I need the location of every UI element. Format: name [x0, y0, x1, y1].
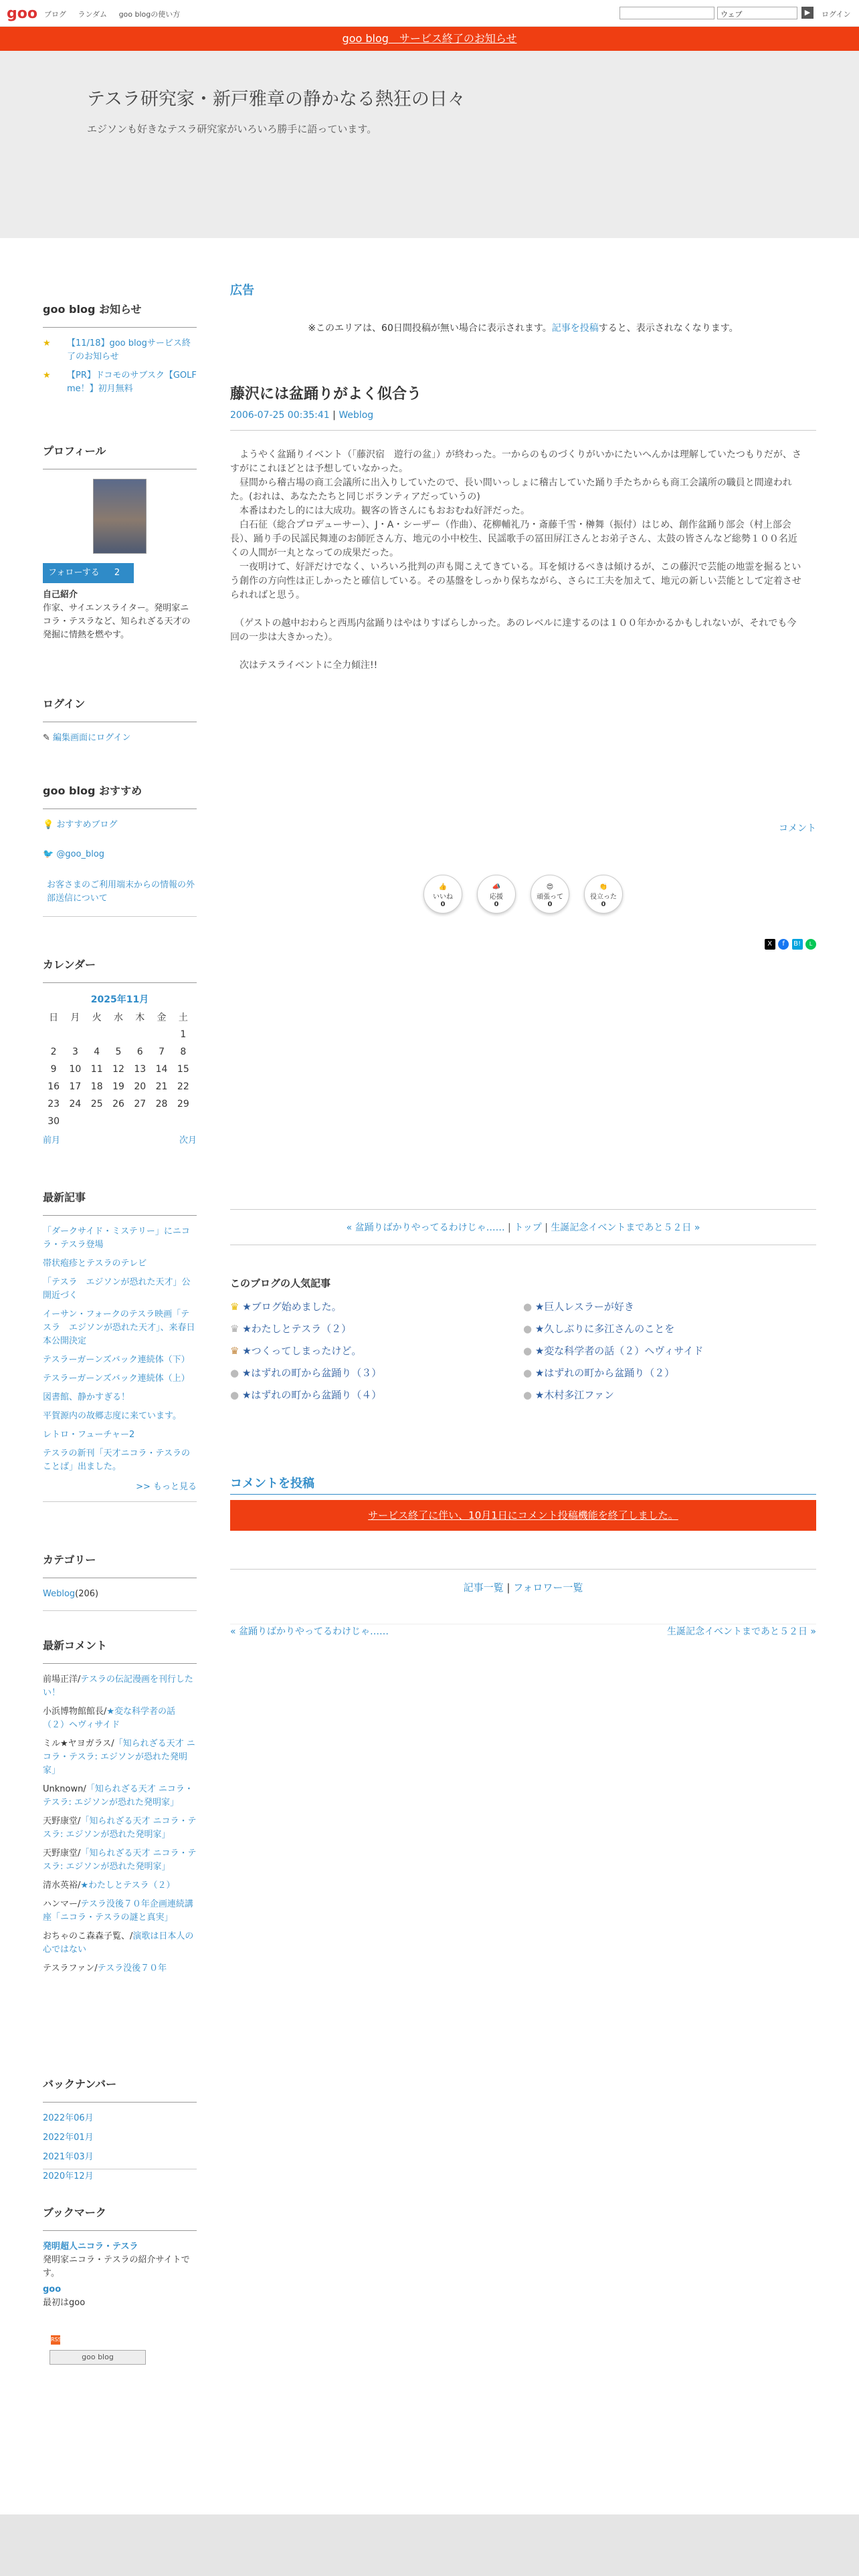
calendar-day: 21 [155, 1081, 168, 1092]
popular-link[interactable]: ★つくってしまったけど。 [242, 1345, 362, 1357]
recent-comment [43, 1930, 197, 1957]
calendar-day: 18 [90, 1081, 103, 1092]
bookmark-link[interactable]: 発明超人ニコラ・テスラ [43, 2242, 138, 2252]
comment-article-link[interactable]: 「知られざる天才 ニコラ・テスラ: エジソンが恐れた発明家」 [43, 1784, 193, 1808]
article-list-link[interactable]: 記事一覧 [463, 1582, 504, 1594]
recent-article-link[interactable]: 図書館、静かすぎる！ [43, 1392, 130, 1402]
bookmark-link[interactable]: goo [43, 2284, 62, 2294]
calendar-day [129, 1026, 151, 1043]
popular-item[interactable] [230, 1344, 523, 1366]
crown-icon: ♛ [230, 1323, 243, 1335]
popular-item[interactable] [230, 1299, 523, 1321]
bottom-prev-link[interactable]: « 盆踊りばかりやってるわけじゃ…… [230, 1626, 389, 1637]
article-paragraph: （ゲストの越中おわらと西馬内盆踊りはやはりすばらしかった。あのレベルに達するのは１００年かかるかもしれないが、それでも今回の一歩は大きかった）。 [230, 618, 797, 643]
calendar-day: 4 [94, 1047, 100, 1057]
comment-article-link[interactable]: ★変な科学者の話（２）ヘヴィサイド [43, 1707, 176, 1730]
popular-link[interactable]: ★ブログ始めました。 [242, 1301, 342, 1313]
recent-article-link[interactable]: テスラの新刊「天才ニコラ・テスラのことば」出ました。 [43, 1448, 190, 1472]
search-icon: ▶ [804, 8, 811, 17]
calendar-weekday: 日 [49, 1012, 59, 1023]
calendar-day [151, 1026, 172, 1043]
article-date[interactable]: 2006-07-25 00:35:41 [230, 410, 330, 421]
comment-closed-banner[interactable]: サービス終了に伴い、10月1日にコメント投稿機能を終了しました。 [230, 1500, 816, 1531]
backnumber-link[interactable]: 2022年01月 [43, 2133, 94, 2143]
comment-author: 小浜博物館館長/ [43, 1707, 107, 1717]
profile-heading: プロフィール [43, 443, 197, 469]
recent-comment [43, 1737, 197, 1778]
comment-author: 天野康堂/ [43, 1848, 81, 1858]
calendar-day: 3 [72, 1047, 78, 1057]
recent-article-link[interactable]: 「テスラ エジソンが恐れた天才」公開近づく [43, 1277, 191, 1301]
notice-link[interactable]: 【11/18】goo blogサービス終了のお知らせ [67, 338, 191, 362]
rank-icon: ● [523, 1389, 535, 1401]
calendar-day: 29 [177, 1099, 189, 1109]
recent-article-link[interactable]: 平賀源内の故郷志度に来ています。 [43, 1411, 181, 1421]
calendar-day: 11 [90, 1064, 103, 1075]
calendar-weekday: 火 [92, 1012, 102, 1023]
calendar-day [129, 1113, 151, 1130]
star-icon: ★ [43, 370, 51, 381]
category-count: (206) [75, 1589, 99, 1599]
login-link[interactable]: ログイン [822, 10, 851, 19]
service-end-banner [0, 27, 859, 51]
follow-label: フォローする [48, 568, 100, 578]
recent-article-link[interactable]: レトロ・フューチャー2 [43, 1430, 135, 1440]
calendar-day: 7 [159, 1047, 165, 1057]
blog-header [0, 51, 859, 238]
recent-comment [43, 1705, 197, 1732]
sidebar-profile [43, 443, 197, 642]
calendar-day: 27 [134, 1099, 147, 1109]
reaction-count: 0 [440, 901, 446, 908]
calendar-day: 17 [69, 1081, 82, 1092]
comment-article-link[interactable]: 「知られざる天才 ニコラ・テスラ: エジソンが恐れた発明家」 [43, 1739, 195, 1776]
calendar-day [151, 1113, 172, 1130]
nav-random[interactable]: ランダム [78, 10, 108, 19]
calendar-day: 26 [112, 1099, 124, 1109]
recent-article-link[interactable]: 「ダークサイド・ミステリー」にニコラ・テスラ登場 [43, 1226, 190, 1250]
goo-blog-badge[interactable]: goo blog [50, 2350, 146, 2365]
line-share-icon[interactable]: L [805, 939, 816, 950]
megaphone-icon: 📣 [492, 883, 501, 891]
reaction-cheer[interactable] [477, 875, 516, 914]
category-item[interactable] [43, 1588, 197, 1611]
backnumber-link[interactable]: 2022年06月 [43, 2113, 94, 2123]
reaction-label: 頑張って [537, 893, 563, 901]
notice-item[interactable] [43, 369, 197, 396]
backnumber-heading: バックナンバー [43, 2076, 197, 2103]
twitter-icon: 🐦 [43, 849, 54, 859]
calendar-day [86, 1113, 108, 1130]
reaction-label: 役立った [590, 893, 617, 901]
sidebar-recent [43, 1189, 197, 1502]
backnumber-list [43, 2112, 197, 2181]
profile-name: 自己紹介 [43, 590, 78, 600]
calendar-day: 28 [155, 1099, 168, 1109]
sidebar-recommend [43, 782, 197, 917]
popular-link[interactable]: ★わたしとテスラ（２） [242, 1323, 352, 1335]
reaction-count: 0 [494, 901, 499, 908]
service-end-link[interactable]: goo blog サービス終了のお知らせ [342, 32, 517, 45]
popular-item[interactable] [523, 1366, 816, 1388]
popular-link[interactable]: ★木村多江ファン [535, 1389, 615, 1401]
popular-link[interactable]: ★はずれの町から盆踊り（２） [535, 1367, 675, 1379]
comment-article-link[interactable]: テスラの伝記漫画を刊行したい！ [43, 1675, 193, 1698]
bookmark-desc: 最初はgoo [43, 2298, 86, 2308]
sidebar-comments [43, 1637, 197, 1981]
recommend-heading: goo blog おすすめ [43, 782, 197, 809]
blog-description: エジソンも好きなテスラ研究家がいろいろ勝手に語っています。 [87, 123, 377, 135]
nav-blog[interactable]: ブログ [44, 10, 66, 19]
recommend-link[interactable]: @goo_blog [56, 849, 105, 859]
calendar-day: 12 [112, 1064, 124, 1075]
calendar-day: 20 [134, 1081, 147, 1092]
calendar-day: 30 [47, 1116, 60, 1127]
calendar-day: 16 [47, 1081, 60, 1092]
recent-comment [43, 1783, 197, 1810]
popular-link[interactable]: ★変な科学者の話（２）ヘヴィサイド [535, 1345, 704, 1357]
hatena-share-icon[interactable]: B! [792, 939, 803, 950]
comment-author: ミル★ヤヨガラス/ [43, 1739, 114, 1749]
article-paragraph: ようやく盆踊りイベント（「藤沢宿 遊行の盆」）が終わった。一からのものづくりがいかにたいへんかは理解していたつもりだが、さすがにこれほどとは予想していなかった。 [230, 449, 801, 474]
comment-post-heading: コメントを投稿 [230, 1474, 816, 1495]
sidebar-notices [43, 301, 197, 396]
article-meta [230, 410, 816, 431]
comment-author: 清水英裕/ [43, 1881, 81, 1891]
external-info-link[interactable]: お客さまのご利用端末からの情報の外部送信について [47, 880, 195, 903]
category-heading: カテゴリー [43, 1551, 197, 1578]
comment-article-link[interactable]: 「知られざる天才 ニコラ・テスラ: エジソンが恐れた発明家」 [43, 1848, 197, 1872]
backnumber-link[interactable]: 2021年03月 [43, 2152, 94, 2162]
rank-icon: ● [230, 1389, 242, 1401]
recent-article-link[interactable]: テスラーガーンズバック連続体（上） [43, 1374, 190, 1384]
comment-link-area [230, 821, 816, 835]
crown-icon: ♛ [230, 1345, 243, 1357]
global-topbar [0, 0, 859, 27]
rank-icon: ● [523, 1301, 535, 1313]
post-article-link[interactable]: 記事を投稿 [551, 323, 599, 334]
calendar-heading: カレンダー [43, 956, 197, 983]
recent-article-link[interactable]: 帯状疱疹とテスラのテレビ [43, 1259, 147, 1269]
rank-icon: ● [230, 1367, 242, 1379]
calendar-day: 1 [180, 1029, 187, 1040]
comment-article-link[interactable]: ★わたしとテスラ（２） [80, 1881, 175, 1891]
follow-button[interactable] [43, 563, 134, 583]
popular-item[interactable] [523, 1344, 816, 1366]
sidebar-backnumber [43, 2076, 197, 2181]
calendar-day [64, 1113, 86, 1130]
calendar-day [43, 1026, 64, 1043]
recommend-item[interactable] [43, 848, 197, 861]
avatar [93, 479, 147, 554]
recent-comment [43, 1879, 197, 1893]
calendar-day: 14 [155, 1064, 168, 1075]
article [230, 383, 816, 673]
x-share-icon[interactable]: X [765, 939, 775, 950]
comment-author: Unknown/ [43, 1784, 86, 1794]
profile-text: 作家、サイエンスライター。発明家ニコラ・テスラなど、知られざる天才の発掘に情熱を燃やす。 [43, 603, 191, 640]
calendar-nav [43, 1133, 197, 1149]
popular-item[interactable] [523, 1299, 816, 1321]
search-scope-select[interactable]: ウェブ [717, 7, 797, 19]
calendar-day: 22 [177, 1081, 189, 1092]
reactions [230, 875, 816, 914]
popular-item[interactable] [230, 1366, 523, 1388]
article-paragraph: 一夜明けて、好評だけでなく、いろいろ批判の声も聞こえてきている。耳を傾けるべきは傾けるが、この藤沢で芸能の地霊を掘るという創作の方向性は正しかったと確信している。その基盤をしっかり保ちながら、さらに工夫を加えて、地元の新しい芸能として定着させられればと思う。 [230, 562, 801, 601]
comment-article-link[interactable]: 「知られざる天才 ニコラ・テスラ: エジソンが恐れた発明家」 [43, 1816, 197, 1840]
sidebar-calendar [43, 956, 197, 1149]
calendar-day: 6 [136, 1047, 143, 1057]
recent-heading: 最新記事 [43, 1189, 197, 1216]
clap-icon: 👏 [599, 883, 608, 891]
comment-author: 天野康堂/ [43, 1816, 81, 1826]
comment-author: おちゃのこ森森子覧、/ [43, 1931, 133, 1941]
edit-login-link[interactable]: 編集画面にログイン [53, 733, 131, 743]
popular-link[interactable]: ★久しぶりに多江さんのことを [535, 1323, 675, 1335]
search-input[interactable] [619, 7, 714, 19]
login-heading: ログイン [43, 695, 197, 722]
prev-month-link[interactable]: 前月 [43, 1136, 61, 1146]
blog-title[interactable]: テスラ研究家・新戸雅章の静かなる熱狂の日々 [87, 89, 466, 110]
bottom-next-link[interactable]: 生誕記念イベントまであと５２日 » [666, 1626, 816, 1637]
comment-article-link[interactable]: テスラ没後７０年企画連続講座「ニコラ・テスラの謎と真実」 [43, 1899, 193, 1923]
thumbs-up-icon: 👍 [438, 883, 448, 891]
popular-item[interactable] [230, 1321, 523, 1344]
notices-heading: goo blog お知らせ [43, 301, 197, 328]
notice-link[interactable]: 【PR】ドコモのサブスク【GOLF me！】初月無料 [67, 370, 197, 394]
calendar-day [64, 1026, 86, 1043]
ad-text-1: ※このエリアは、60日間投稿が無い場合に表示されます。 [308, 323, 552, 334]
heart-eyes-icon: 😍 [546, 883, 554, 891]
notice-item[interactable] [43, 337, 197, 364]
star-icon: ★ [43, 338, 51, 348]
backnumber-link[interactable]: 2020年12月 [43, 2171, 94, 2181]
recent-comment [43, 1962, 197, 1975]
popular-item[interactable] [523, 1388, 816, 1410]
bookmark-desc: 発明家ニコラ・テスラの紹介サイトです。 [43, 2255, 190, 2278]
calendar-day: 24 [69, 1099, 82, 1109]
recent-comment [43, 1847, 197, 1874]
reaction-count: 0 [547, 901, 553, 908]
calendar-day [173, 1113, 194, 1130]
sidebar-bookmark [43, 2204, 197, 2365]
calendar-day: 15 [177, 1064, 189, 1075]
crown-icon: ♛ [230, 1301, 243, 1313]
calendar-day [108, 1113, 129, 1130]
calendar-weekday: 土 [178, 1012, 188, 1023]
next-month-link[interactable]: 次月 [179, 1136, 197, 1146]
facebook-share-icon[interactable]: f [778, 939, 789, 950]
next-post-link[interactable]: 生誕記念イベントまであと５２日 » [551, 1222, 700, 1233]
recommend-link[interactable]: おすすめブログ [56, 820, 118, 830]
share-icons [230, 938, 816, 950]
calendar-day: 2 [50, 1047, 57, 1057]
comment-post [230, 1474, 816, 1531]
popular-item[interactable] [230, 1388, 523, 1410]
calendar-day: 9 [50, 1064, 57, 1075]
reaction-count: 0 [601, 901, 606, 908]
bookmark-heading: ブックマーク [43, 2204, 197, 2231]
popular-heading: このブログの人気記事 [230, 1277, 331, 1289]
popular-link[interactable]: ★巨人レスラーが好き [535, 1301, 634, 1313]
sidebar-category [43, 1551, 197, 1611]
bulb-icon: 💡 [43, 820, 54, 830]
calendar-day [86, 1026, 108, 1043]
comment-link[interactable]: コメント [779, 823, 816, 834]
comment-author: テスラファン/ [43, 1963, 98, 1973]
follow-count: 2 [114, 568, 120, 578]
post-nav: « 盆踊りばかりやってるわけじゃ…… | トップ | 生誕記念イベントまであと５２日 » [230, 1209, 816, 1245]
popular-link[interactable]: ★はずれの町から盆踊り（３） [242, 1367, 382, 1379]
calendar-day: 25 [90, 1099, 103, 1109]
comment-author: ハンマー/ [43, 1899, 81, 1909]
prev-post-link[interactable]: « 盆踊りばかりやってるわけじゃ…… [346, 1222, 505, 1233]
list-links: 記事一覧 | フォロワー一覧 [230, 1569, 816, 1594]
reaction-useful[interactable] [584, 875, 623, 914]
calendar-day: 19 [112, 1081, 124, 1092]
popular-link[interactable]: ★はずれの町から盆踊り（４） [242, 1389, 382, 1401]
nav-howto[interactable]: goo blogの使い方 [118, 10, 181, 19]
recent-comment [43, 1815, 197, 1842]
calendar-day: 5 [115, 1047, 122, 1057]
category-link[interactable]: Weblog [43, 1589, 76, 1599]
recent-article-link[interactable]: テスラーガーンズバック連続体（下） [43, 1355, 190, 1365]
recent-comment [43, 1673, 197, 1700]
article-paragraph [230, 603, 805, 617]
article-category[interactable]: Weblog [339, 410, 374, 421]
comment-author: 前場正洋/ [43, 1675, 81, 1685]
edit-login[interactable] [43, 732, 197, 745]
calendar-day [108, 1026, 129, 1043]
ad-text-2: すると、表示されなくなります。 [598, 323, 739, 334]
article-paragraph: 白石征（総合プロデューサー）、J・A・シーザー（作曲）、花柳輔礼乃・斎藤千雪・榊舞（振付）はじめ、創作盆踊り部会（村上部会長）、踊り手の民謡民舞連のお師匠さん方、地元の小中校生、民謡歌手の冨田屏江さんとお弟子さん、太鼓の皆さんなど総勢１００名近くの人間が一丸となっての成果だった。 [230, 520, 797, 558]
meta-separator: | [329, 410, 339, 421]
calendar-table [43, 1008, 194, 1130]
top-link[interactable]: トップ [514, 1222, 542, 1233]
calendar-day: 23 [47, 1099, 60, 1109]
search-button[interactable] [801, 7, 814, 19]
ad-text [230, 321, 816, 334]
rank-icon: ● [523, 1367, 535, 1379]
article-paragraph: 昼間から稽古場の商工会議所に出入りしていたので、長い間いっしょに稽古していた踊り手たちからも商工会議所の職員と間違われた。(おれは、あなたたちと同じボランティアだっていうの) [230, 477, 792, 502]
comments-heading: 最新コメント [43, 1637, 197, 1664]
calendar-day: 8 [180, 1047, 187, 1057]
article-paragraph: 次はテスライベントに全力傾注!! [230, 660, 378, 671]
comment-article-link[interactable]: 演歌は日本人の心ではない [43, 1931, 194, 1955]
reaction-try[interactable] [531, 875, 569, 914]
ad-area [230, 281, 816, 334]
more-link[interactable]: >> もっと見る [136, 1482, 197, 1492]
footer [0, 2514, 859, 2576]
follower-list-link[interactable]: フォロワー一覧 [513, 1582, 583, 1594]
goo-logo[interactable]: goo [7, 5, 37, 22]
popular-item[interactable] [523, 1321, 816, 1344]
comment-article-link[interactable]: テスラ没後７０年 [97, 1963, 167, 1973]
global-nav [44, 9, 189, 19]
recommend-item[interactable] [43, 819, 197, 832]
rank-icon: ● [523, 1345, 535, 1357]
calendar-day: 10 [69, 1064, 82, 1075]
article-paragraph: 本番はわたし的には大成功。観客の皆さんにもおおむね好評だった。 [230, 506, 530, 516]
sidebar-login [43, 695, 197, 745]
calendar-weekday: 木 [135, 1012, 145, 1023]
bottom-nav [230, 1624, 816, 1637]
external-info[interactable] [43, 879, 197, 917]
rank-icon: ● [523, 1323, 535, 1335]
calendar-month: 2025年11月 [90, 994, 149, 1005]
calendar-day: 13 [134, 1064, 147, 1075]
recent-comment [43, 1898, 197, 1925]
reaction-like[interactable] [423, 875, 462, 914]
calendar-weekday: 水 [113, 1012, 123, 1023]
rss-icon[interactable]: RSS [51, 2335, 60, 2345]
calendar-weekday: 金 [157, 1012, 167, 1023]
calendar-weekday: 月 [70, 1012, 80, 1023]
ad-heading: 広告 [230, 284, 254, 298]
recent-article-link[interactable]: イーサン・フォークのテスラ映画「テスラ エジソンが恐れた天才」、来春日本公開決定 [43, 1309, 195, 1346]
pencil-icon: ✎ [43, 733, 50, 743]
reaction-label: 応援 [490, 893, 503, 901]
article-title[interactable]: 藤沢には盆踊りがよく似合う [230, 386, 422, 403]
reaction-label: いいね [433, 893, 453, 901]
article-paragraph [230, 645, 805, 659]
popular-posts [230, 1276, 816, 1410]
